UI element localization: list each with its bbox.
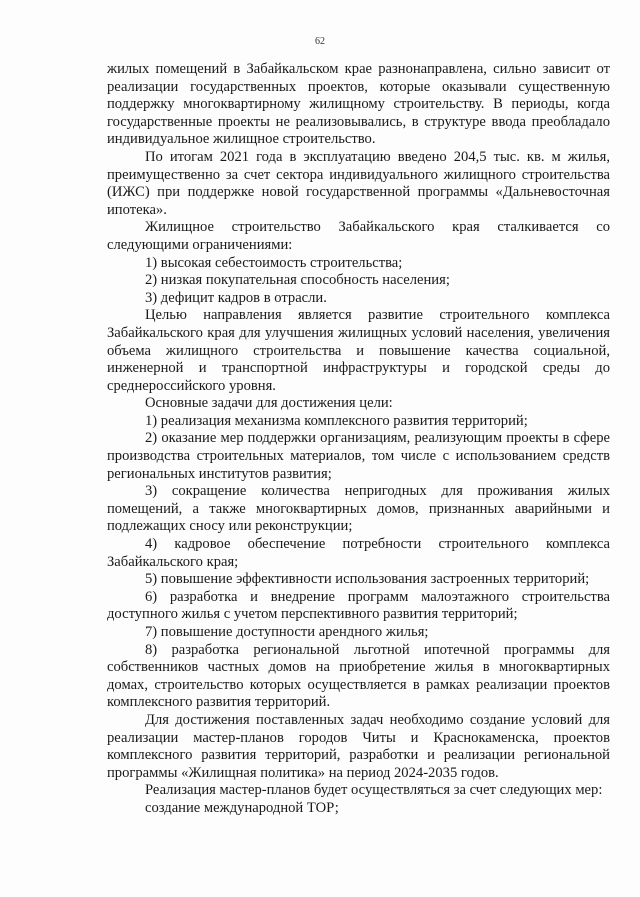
list-item: 1) высокая себестоимость строительства; <box>145 254 403 271</box>
paragraph: Для достижения поставленных задач необходимо создание условий для реализации мастер-планов городов Читы и Краснокаменска, проектов комплексного развития территорий, разработки и реализации региональной программы «Жилищная политика» на период 2024-2035 годов. <box>107 711 610 781</box>
list-item: 8) разработка региональной льготной ипотечной программы для собственников частных домов на приобретение жилья в многоквартирных домах, строительство которых осуществляется в рамках реализации проектов комплексного развития территорий. <box>107 641 610 711</box>
list-item: создание международной ТОР; <box>145 799 339 816</box>
document-body <box>107 61 610 818</box>
list-item: 5) повышение эффективности использования застроенных территорий; <box>145 571 590 588</box>
paragraph: Целью направления является развитие строительного комплекса Забайкальского края для улучшения жилищных условий населения, увеличения объема жилищного строительства и повышение качества социальной, инженерной и транспортной инфраструктуры и городской среды до среднероссийского уровня. <box>107 307 610 394</box>
paragraph: По итогам 2021 года в эксплуатацию введено 204,5 тыс. кв. м жилья, преимущественно за счет сектора индивидуального жилищного строительства (ИЖС) при поддержке новой государственной программы «Дальневосточная ипотека». <box>107 148 610 218</box>
paragraph: Реализация мастер-планов будет осуществляться за счет следующих мер: <box>145 782 603 799</box>
paragraph: Жилищное строительство Забайкальского края сталкивается со следующими ограничениями: <box>107 219 610 253</box>
list-item: 3) сокращение количества непригодных для проживания жилых помещений, а также многоквартирных домов, признанных аварийными и подлежащих сносу или реконструкции; <box>107 483 610 535</box>
list-item: 2) оказание мер поддержки организациям, реализующим проекты в сфере производства строительных материалов, том числе с использованием средств региональных институтов развития; <box>107 430 610 482</box>
list-item: 6) разработка и внедрение программ малоэтажного строительства доступного жилья с учетом перспективного развития территорий; <box>107 588 610 623</box>
page-number: 62 <box>315 36 325 47</box>
paragraph: Основные задачи для достижения цели: <box>145 395 393 412</box>
list-item: 4) кадровое обеспечение потребности строительного комплекса Забайкальского края; <box>107 536 610 570</box>
list-item: 1) реализация механизма комплексного развития территорий; <box>145 412 528 429</box>
paragraph: жилых помещений в Забайкальском крае разнонаправлена, сильно зависит от реализации государственных проектов, которые оказывали существенную поддержку многоквартирному жилищному строительству. В периоды, когда государственные проекты не реализовывались, в структуре ввода преобладало индивидуальное жилищное строительство. <box>107 61 610 148</box>
list-item: 3) дефицит кадров в отрасли. <box>145 289 327 306</box>
list-item: 2) низкая покупательная способность населения; <box>145 272 450 289</box>
list-item: 7) повышение доступности арендного жилья; <box>145 624 429 640</box>
